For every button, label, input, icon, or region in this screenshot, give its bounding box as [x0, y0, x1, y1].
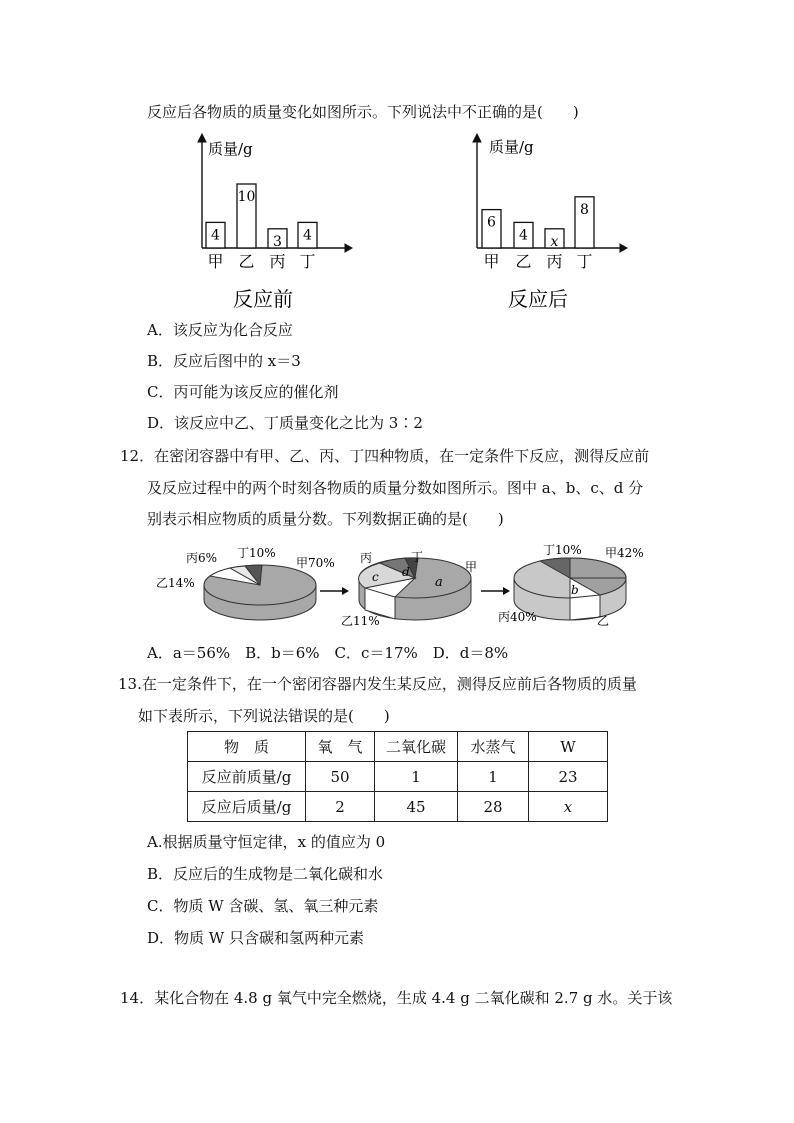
q12-options: A．a＝56% B．b＝6% C．c＝17% D．d＝8% [147, 644, 509, 662]
pie3-bing: 丙40% [498, 610, 537, 624]
q12-line-2: 及反应过程中的两个时刻各物质的质量分数如图所示。图中 a、b、c、d 分 [147, 479, 644, 497]
q11-stem-tail: 反应后各物质的质量变化如图所示。下列说法中不正确的是( ) [147, 103, 579, 121]
ylabel-after: 质量/g [489, 138, 534, 156]
pie3-yi: 乙 [597, 614, 610, 628]
category-label: 丁 [576, 252, 593, 271]
table-row [188, 792, 608, 822]
pie3-b: b [571, 583, 579, 597]
pie3-ding: 丁10% [543, 543, 582, 557]
category-label: 乙 [238, 252, 255, 271]
q13-option-c: C．物质 W 含碳、氢、氧三种元素 [147, 897, 379, 915]
ylabel-before: 质量/g [208, 140, 253, 158]
table-cell: 水蒸气 [458, 732, 529, 762]
pie3-jia: 甲42% [605, 546, 644, 560]
table-cell: 氧 气 [306, 732, 375, 762]
category-label: 乙 [515, 252, 532, 271]
table-cell: x [529, 792, 608, 822]
q12-line-1: 12．在密闭容器中有甲、乙、丙、丁四种物质，在一定条件下反应，测得反应前 [120, 447, 650, 465]
bar-value-label: 8 [580, 201, 589, 218]
table-cell: 反应后质量/g [188, 792, 306, 822]
bar-value-label: 10 [237, 189, 256, 205]
bar-value-label: 4 [519, 227, 528, 244]
table-cell: 23 [529, 762, 608, 792]
q14-stem: 14．某化合物在 4.8 g 氧气中完全燃烧，生成 4.4 g 二氧化碳和 2.7 g 水。关于该 [120, 989, 673, 1007]
q11-option-a: A．该反应为化合反应 [147, 321, 293, 339]
table-cell: 2 [306, 792, 375, 822]
table-cell: 物 质 [188, 732, 306, 762]
bar-value-label: 4 [303, 227, 312, 244]
q11-option-d: D．该反应中乙、丁质量变化之比为 3∶2 [147, 414, 423, 432]
category-label: 甲 [483, 252, 500, 271]
pie-chart-2 [359, 558, 471, 620]
q13-line-2: 如下表所示，下列说法错误的是( ) [138, 707, 390, 725]
q13-line-1: 13.在一定条件下，在一个密闭容器内发生某反应，测得反应前后各物质的质量 [118, 675, 637, 693]
table-cell: 反应前质量/g [188, 762, 306, 792]
pie2-jia: 甲 [465, 560, 478, 574]
q13-option-d: D．物质 W 只含碳和氢两种元素 [147, 929, 364, 947]
table-cell: 1 [375, 762, 458, 792]
table-header-row [188, 732, 608, 762]
q11-option-c: C．丙可能为该反应的催化剂 [147, 383, 339, 401]
q13-option-b: B．反应后的生成物是二氧化碳和水 [147, 865, 384, 883]
pie1-ding: 丁10% [237, 546, 276, 560]
pie2-a: a [435, 575, 443, 590]
table-cell: 二氧化碳 [375, 732, 458, 762]
title-before: 反应前 [233, 287, 293, 311]
bar-value-label: 4 [211, 227, 220, 244]
category-label: 丁 [299, 252, 316, 271]
bar-value-label: 6 [487, 214, 496, 231]
q13-table [187, 731, 608, 822]
pie1-yi: 乙14% [156, 576, 195, 590]
pie2-d: d [402, 565, 410, 579]
pie2-yi: 乙11% [341, 614, 380, 628]
category-label: 丙 [546, 252, 563, 271]
bar-value-label: 3 [273, 233, 282, 250]
pie1-bing: 丙6% [186, 551, 218, 565]
category-label: 丙 [269, 252, 286, 271]
pie2-bing: 丙 [360, 551, 373, 565]
table-cell: 1 [458, 762, 529, 792]
q11-option-b: B．反应后图中的 x＝3 [147, 352, 301, 370]
q13-option-a: A.根据质量守恒定律，x 的值应为 0 [147, 833, 386, 851]
table-cell: W [529, 732, 608, 762]
title-after: 反应后 [508, 287, 568, 311]
pie-chart-1 [204, 565, 316, 620]
table-cell: 45 [375, 792, 458, 822]
pie2-ding: 丁 [411, 550, 424, 564]
table-cell: 28 [458, 792, 529, 822]
pie1-jia: 甲70% [296, 556, 335, 570]
category-label: 甲 [207, 252, 224, 271]
table-cell: 50 [306, 762, 375, 792]
pie2-c: c [372, 570, 379, 584]
q12-line-3: 别表示相应物质的质量分数。下列数据正确的是( ) [147, 510, 504, 528]
table-row [188, 762, 608, 792]
bar-value-label: x [550, 233, 559, 250]
